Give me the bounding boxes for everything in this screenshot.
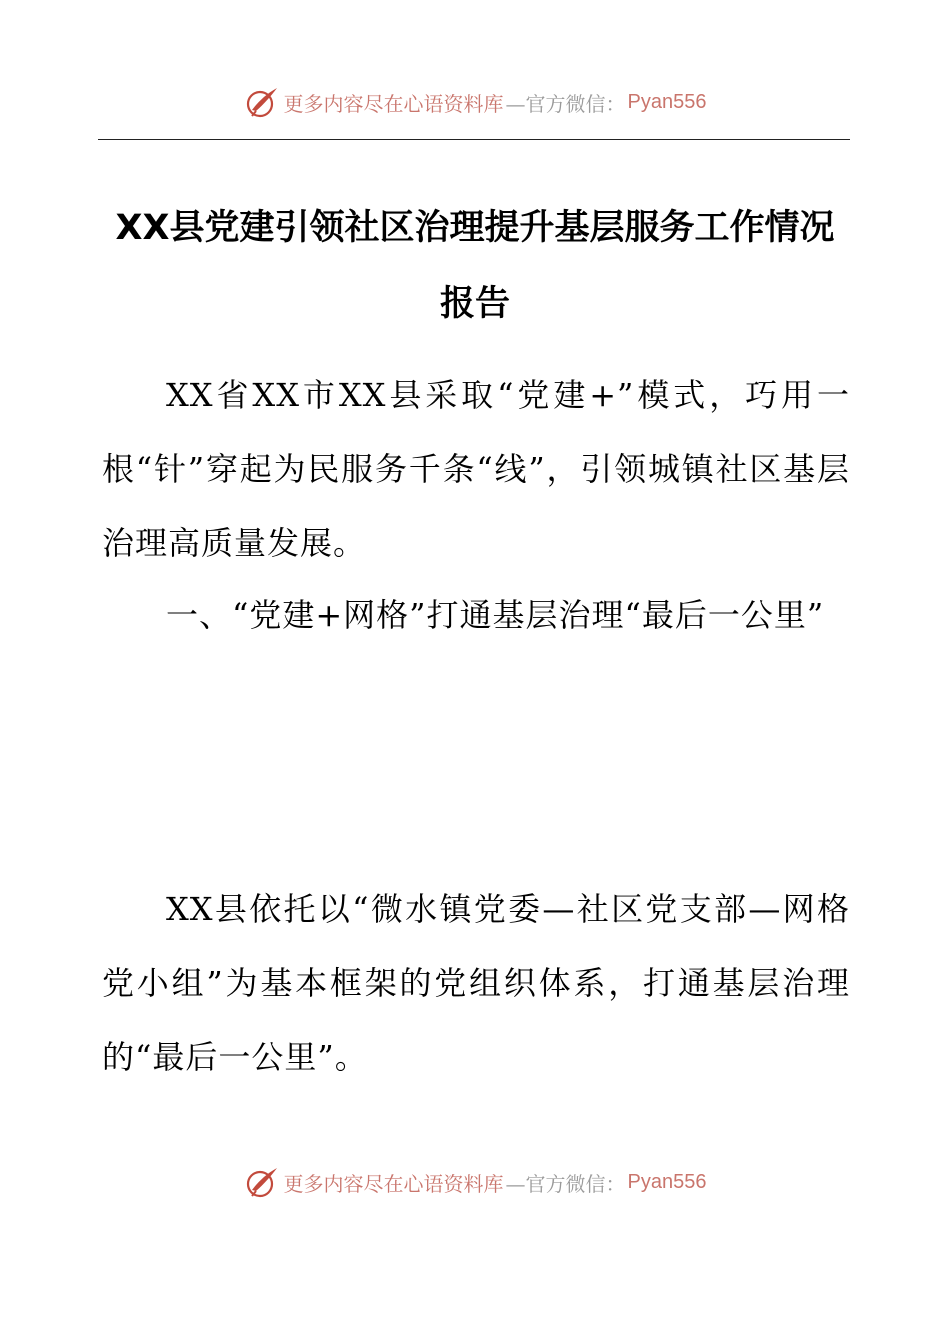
watermark-separator-text: —官方微信：	[505, 91, 626, 116]
watermark-text: 更多内容尽在心语资料库	[283, 91, 504, 116]
document-title: XX县党建引领社区治理提升基层服务工作情况报告	[115, 208, 835, 324]
quill-logo-icon	[244, 84, 280, 120]
paragraph-body-1: XX县依托以“微水镇党委—社区党支部—网格党小组”为基本框架的党组织体系，打通基层治理的“最后一公里”。	[102, 890, 850, 1076]
footer-watermark	[0, 1164, 950, 1200]
watermark-wechat-id: Pyan556	[627, 90, 707, 113]
header-divider	[98, 139, 850, 140]
watermark-separator-text: —官方微信：	[505, 1171, 626, 1196]
section-heading-1: 一、“党建+网格”打通基层治理“最后一公里”	[166, 596, 825, 634]
paragraph-intro: XX省XX市XX县采取“党建+”模式，巧用一根“针”穿起为民服务千条“线”，引领城镇社区基层治理高质量发展。	[102, 376, 850, 562]
watermark-wechat-id: Pyan556	[627, 1170, 707, 1193]
watermark-text: 更多内容尽在心语资料库	[283, 1171, 504, 1196]
header-watermark	[0, 84, 950, 120]
quill-logo-icon	[244, 1164, 280, 1200]
